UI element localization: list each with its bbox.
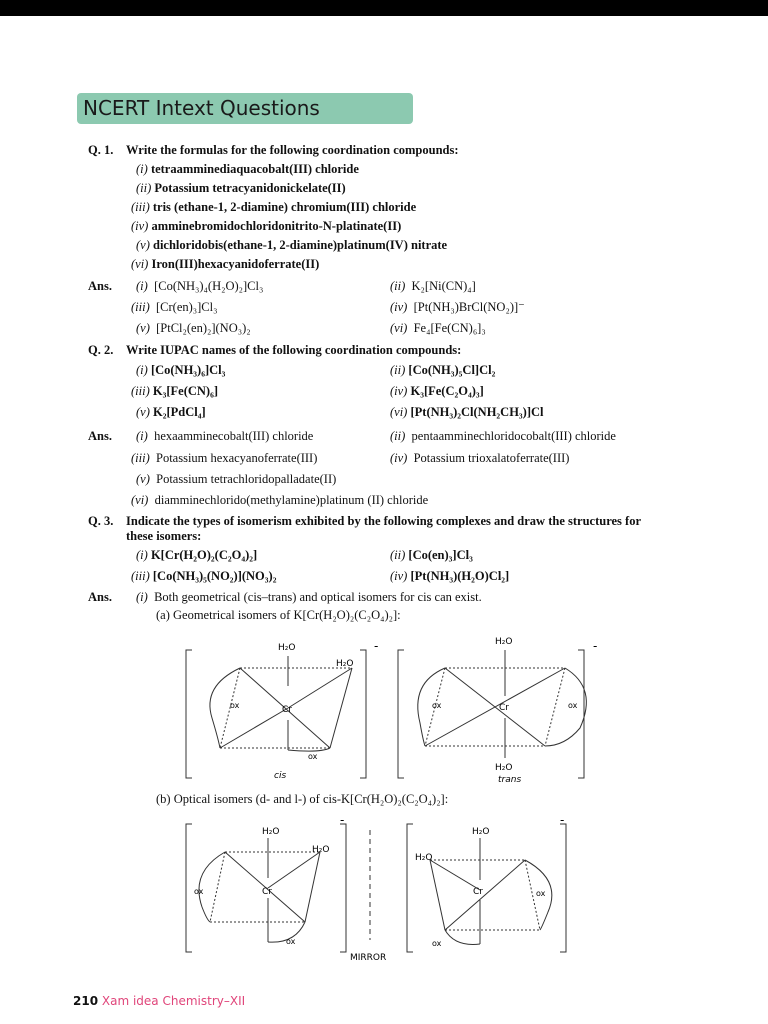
q1-answer: (ii) K₂[Ni(CN)₄] xyxy=(390,279,476,293)
q2-item: (iii) K₃[Fe(CN)₆] xyxy=(131,384,218,398)
q3-item: (i) K[Cr(H₂O)₂(C₂O₄)₂] xyxy=(136,548,258,562)
q1-answer: (vi) Fe₄[Fe(CN)₆]₃ xyxy=(390,321,486,335)
top-bar xyxy=(0,0,768,16)
q3-sub-a: (a) Geometrical isomers of K[Cr(H₂O)₂(C₂O₄)₂]: xyxy=(156,608,401,622)
h2o-label: H₂O xyxy=(336,659,354,669)
charge-label: - xyxy=(593,639,598,653)
q2-answer: (iv) Potassium trioxalatoferrate(III) xyxy=(390,451,570,465)
cis-caption: cis xyxy=(274,771,287,781)
trans-isomer xyxy=(398,650,586,778)
charge-label: - xyxy=(340,813,345,827)
cr-label: Cr xyxy=(499,703,509,713)
ox-label: ox xyxy=(536,889,546,898)
charge-label: - xyxy=(560,813,565,827)
q1-label: Q. 1. xyxy=(88,143,114,157)
q3-sub-b: (b) Optical isomers (d- and l-) of cis-K[Cr(H₂O)₂(C₂O₄)₂]: xyxy=(156,792,449,806)
h2o-label: H₂O xyxy=(415,853,433,863)
optical-isomers-diagram xyxy=(170,812,610,972)
h2o-label: H₂O xyxy=(495,763,513,773)
ox-label: ox xyxy=(568,701,578,710)
section-header xyxy=(77,93,413,124)
q1-text: Write the formulas for the following coordination compounds: xyxy=(126,143,459,157)
cis-isomer xyxy=(186,650,366,778)
book-title: Xam idea Chemistry–XII xyxy=(101,994,246,1008)
q2-answer: (ii) pentaamminechloridocobalt(III) chloride xyxy=(390,429,616,443)
h2o-label: H₂O xyxy=(278,643,296,653)
q1-item: (i) tetraamminediaquacobalt(III) chloride xyxy=(136,162,359,176)
q1-answer: (i) [Co(NH₃)₄(H₂O)₂]Cl₃ xyxy=(136,279,264,293)
cr-label: Cr xyxy=(473,887,483,897)
q1-item: (iv) amminebromidochloridonitrito-N-platinate(II) xyxy=(131,219,402,233)
q2-ans-label: Ans. xyxy=(88,429,112,443)
cr-label: Cr xyxy=(262,887,272,897)
ox-label: ox xyxy=(230,701,240,710)
optical-isomer-right xyxy=(407,824,566,952)
q2-text: Write IUPAC names of the following coordination compounds: xyxy=(126,343,462,357)
q2-answer: (i) hexaamminecobalt(III) chloride xyxy=(136,429,314,443)
q3-item: (iii) [Co(NH₃)₅(NO₂)](NO₃)₂ xyxy=(131,569,277,583)
q3-text: Indicate the types of isomerism exhibited by the following complexes and draw the structures for xyxy=(126,514,642,528)
q2-answer: (iii) Potassium hexacyanoferrate(III) xyxy=(131,451,318,465)
mirror-label: MIRROR xyxy=(350,953,387,963)
ox-label: ox xyxy=(194,887,204,896)
q2-item: (vi) [Pt(NH₃)₂Cl(NH₂CH₃)]Cl xyxy=(390,405,544,419)
q2-item: (ii) [Co(NH₃)₅Cl]Cl₂ xyxy=(390,363,496,377)
q2-label: Q. 2. xyxy=(88,343,114,357)
ox-label: ox xyxy=(432,701,442,710)
h2o-label: H₂O xyxy=(312,845,330,855)
section-title: NCERT Intext Questions xyxy=(83,96,320,120)
q1-item: (vi) Iron(III)hexacyanidoferrate(II) xyxy=(131,257,320,271)
h2o-label: H₂O xyxy=(472,827,490,837)
page-footer xyxy=(73,994,245,1008)
trans-caption: trans xyxy=(498,775,522,785)
page-number: 210 xyxy=(73,994,99,1008)
h2o-label: H₂O xyxy=(495,637,513,647)
q2-item: (iv) K₃[Fe(C₂O₄)₃] xyxy=(390,384,484,398)
q1-ans-label: Ans. xyxy=(88,279,112,293)
q3-ans-label: Ans. xyxy=(88,590,112,604)
ox-label: ox xyxy=(308,752,318,761)
q2-item: (i) [Co(NH₃)₆]Cl₃ xyxy=(136,363,226,377)
q3-label: Q. 3. xyxy=(88,514,114,528)
ox-label: ox xyxy=(432,939,442,948)
q2-answer: (v) Potassium tetrachloridopalladate(II) xyxy=(136,472,337,486)
q1-answer: (iv) [Pt(NH₃)BrCl(NO₂)]⁻ xyxy=(390,300,525,314)
q2-answer: (vi) diamminechlorido(methylamine)platinum (II) chloride xyxy=(131,493,429,507)
q1-answer: (v) [PtCl₂(en)₂](NO₃)₂ xyxy=(136,321,251,335)
q3-answer-i: (i) Both geometrical (cis–trans) and optical isomers for cis can exist. xyxy=(136,590,482,604)
charge-label: - xyxy=(374,639,379,653)
cr-label: Cr xyxy=(282,705,292,715)
h2o-label: H₂O xyxy=(262,827,280,837)
q1-item: (iii) tris (ethane-1, 2-diamine) chromium(III) chloride xyxy=(131,200,417,214)
q1-item: (v) dichloridobis(ethane-1, 2-diamine)platinum(IV) nitrate xyxy=(136,238,448,252)
geometrical-isomers-diagram xyxy=(170,628,610,788)
q3-item: (ii) [Co(en)₃]Cl₃ xyxy=(390,548,473,562)
q3-text-cont: these isomers: xyxy=(126,529,202,543)
ox-label: ox xyxy=(286,937,296,946)
q2-item: (v) K₂[PdCl₄] xyxy=(136,405,206,419)
q1-item: (ii) Potassium tetracyanidonickelate(II) xyxy=(136,181,346,195)
q1-answer: (iii) [Cr(en)₃]Cl₃ xyxy=(131,300,218,314)
q3-item: (iv) [Pt(NH₃)(H₂O)Cl₂] xyxy=(390,569,510,583)
